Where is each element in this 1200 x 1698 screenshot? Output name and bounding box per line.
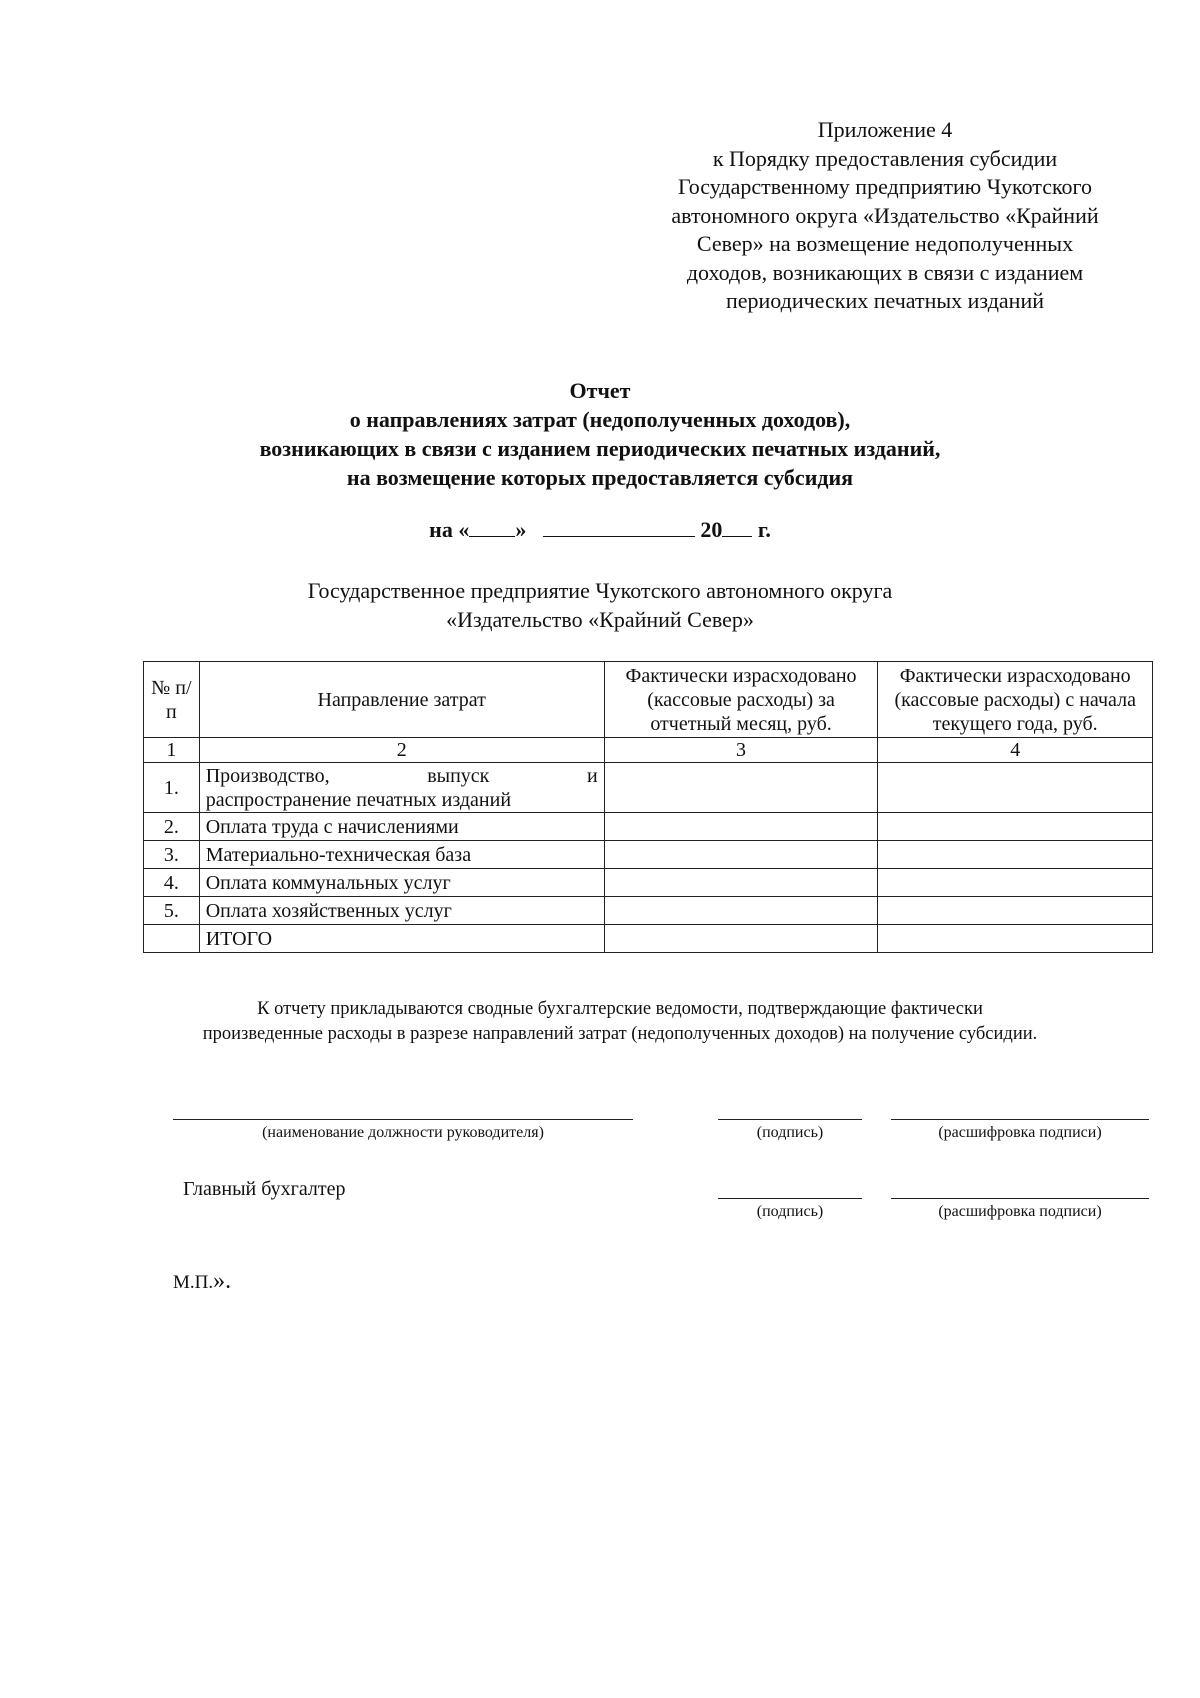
attachment-note xyxy=(120,997,1120,1047)
table-header-row xyxy=(144,662,1153,738)
column-number-row xyxy=(144,738,1153,763)
appendix-block xyxy=(620,116,1150,316)
table-row xyxy=(144,897,1153,925)
manager-signature-caption: (подпись) xyxy=(756,1124,824,1141)
chief-accountant-label: Главный бухгалтер xyxy=(183,1178,346,1200)
month-value-cell[interactable] xyxy=(604,897,878,925)
row-label-line: распространение печатных изданий xyxy=(205,788,512,811)
title-line: возникающих в связи с изданием периодических печатных изданий, xyxy=(259,436,941,461)
appendix-line: доходов, возникающих в связи с изданием xyxy=(686,259,1084,285)
manager-position-line[interactable] xyxy=(173,1119,633,1120)
accountant-decode-caption: (расшифровка подписи) xyxy=(938,1203,1102,1220)
row-number: 2. xyxy=(144,813,200,841)
row-label-line: Производство, выпуск и xyxy=(205,764,598,787)
month-value-cell[interactable] xyxy=(604,869,878,897)
appendix-line: Приложение 4 xyxy=(817,117,953,142)
organization-line: Государственное предприятие Чукотского автономного округа xyxy=(307,578,893,603)
column-number: 3 xyxy=(604,738,878,763)
row-label xyxy=(199,763,604,813)
stamp-label: М.П. xyxy=(173,1272,214,1293)
date-prefix: на « xyxy=(429,517,470,542)
year-value-cell[interactable] xyxy=(878,869,1153,897)
date-quote-close: » xyxy=(515,517,527,542)
row-label-total: ИТОГО xyxy=(199,925,604,953)
header-direction: Направление затрат xyxy=(199,662,604,738)
report-date-line xyxy=(150,516,1050,544)
appendix-line: Север» на возмещение недополученных xyxy=(696,231,1074,256)
organization-name xyxy=(150,576,1050,634)
appendix-line: периодических печатных изданий xyxy=(725,288,1044,313)
month-blank[interactable] xyxy=(543,518,695,537)
row-number: 5. xyxy=(144,897,200,925)
row-label: Материально-техническая база xyxy=(199,841,604,869)
year-prefix: 20 xyxy=(700,517,723,542)
day-blank[interactable] xyxy=(469,518,515,537)
table-row xyxy=(144,841,1153,869)
table-row xyxy=(144,813,1153,841)
total-row xyxy=(144,925,1153,953)
month-value-cell[interactable] xyxy=(604,763,878,813)
manager-decode-caption: (расшифровка подписи) xyxy=(938,1124,1102,1141)
appendix-line: автономного округа «Издательство «Крайний xyxy=(671,202,1099,228)
header-number: № п/п xyxy=(144,662,200,738)
title-line: о направлениях затрат (недополученных доходов), xyxy=(349,407,851,432)
row-label: Оплата коммунальных услуг xyxy=(199,869,604,897)
table-row xyxy=(144,763,1153,813)
year-value-cell[interactable] xyxy=(878,763,1153,813)
row-label: Оплата хозяйственных услуг xyxy=(199,897,604,925)
month-value-cell[interactable] xyxy=(604,841,878,869)
column-number: 1 xyxy=(144,738,200,763)
year-total-cell[interactable] xyxy=(878,925,1153,953)
header-month-spent: Фактически израсходовано (кассовые расходы) за отчетный месяц, руб. xyxy=(604,662,878,738)
expense-table xyxy=(143,661,1153,953)
row-number: 3. xyxy=(144,841,200,869)
column-number: 2 xyxy=(199,738,604,763)
accountant-decode-line[interactable] xyxy=(891,1198,1149,1199)
row-number: 1. xyxy=(144,763,200,813)
row-label: Оплата труда с начислениями xyxy=(199,813,604,841)
row-number: 4. xyxy=(144,869,200,897)
note-line: произведенные расходы в разрезе направлений затрат (недополученных доходов) на получение субсидии. xyxy=(202,1024,1038,1044)
title-line: на возмещение которых предоставляется субсидия xyxy=(346,465,854,490)
manager-position-caption: (наименование должности руководителя) xyxy=(262,1124,544,1141)
title-line: Отчет xyxy=(569,378,631,403)
table-row xyxy=(144,869,1153,897)
manager-signature-line[interactable] xyxy=(718,1119,862,1120)
month-total-cell[interactable] xyxy=(604,925,878,953)
year-blank[interactable] xyxy=(722,518,752,537)
column-number: 4 xyxy=(878,738,1153,763)
organization-line: «Издательство «Крайний Север» xyxy=(446,607,754,632)
accountant-signature-caption: (подпись) xyxy=(756,1203,824,1220)
header-year-spent: Фактически израсходовано (кассовые расходы) с начала текущего года, руб. xyxy=(878,662,1153,738)
report-title xyxy=(150,376,1050,492)
manager-decode-line[interactable] xyxy=(891,1119,1149,1120)
stamp-quote: ». xyxy=(213,1268,232,1294)
stamp-place xyxy=(173,1268,231,1295)
month-value-cell[interactable] xyxy=(604,813,878,841)
year-suffix: г. xyxy=(757,517,771,542)
year-value-cell[interactable] xyxy=(878,841,1153,869)
appendix-line: Государственному предприятию Чукотского xyxy=(677,174,1093,199)
note-line: К отчету прикладываются сводные бухгалтерские ведомости, подтверждающие фактически xyxy=(257,999,983,1019)
appendix-line: к Порядку предоставления субсидии xyxy=(712,145,1058,171)
year-value-cell[interactable] xyxy=(878,897,1153,925)
accountant-signature-line[interactable] xyxy=(718,1198,862,1199)
row-number xyxy=(144,925,200,953)
year-value-cell[interactable] xyxy=(878,813,1153,841)
